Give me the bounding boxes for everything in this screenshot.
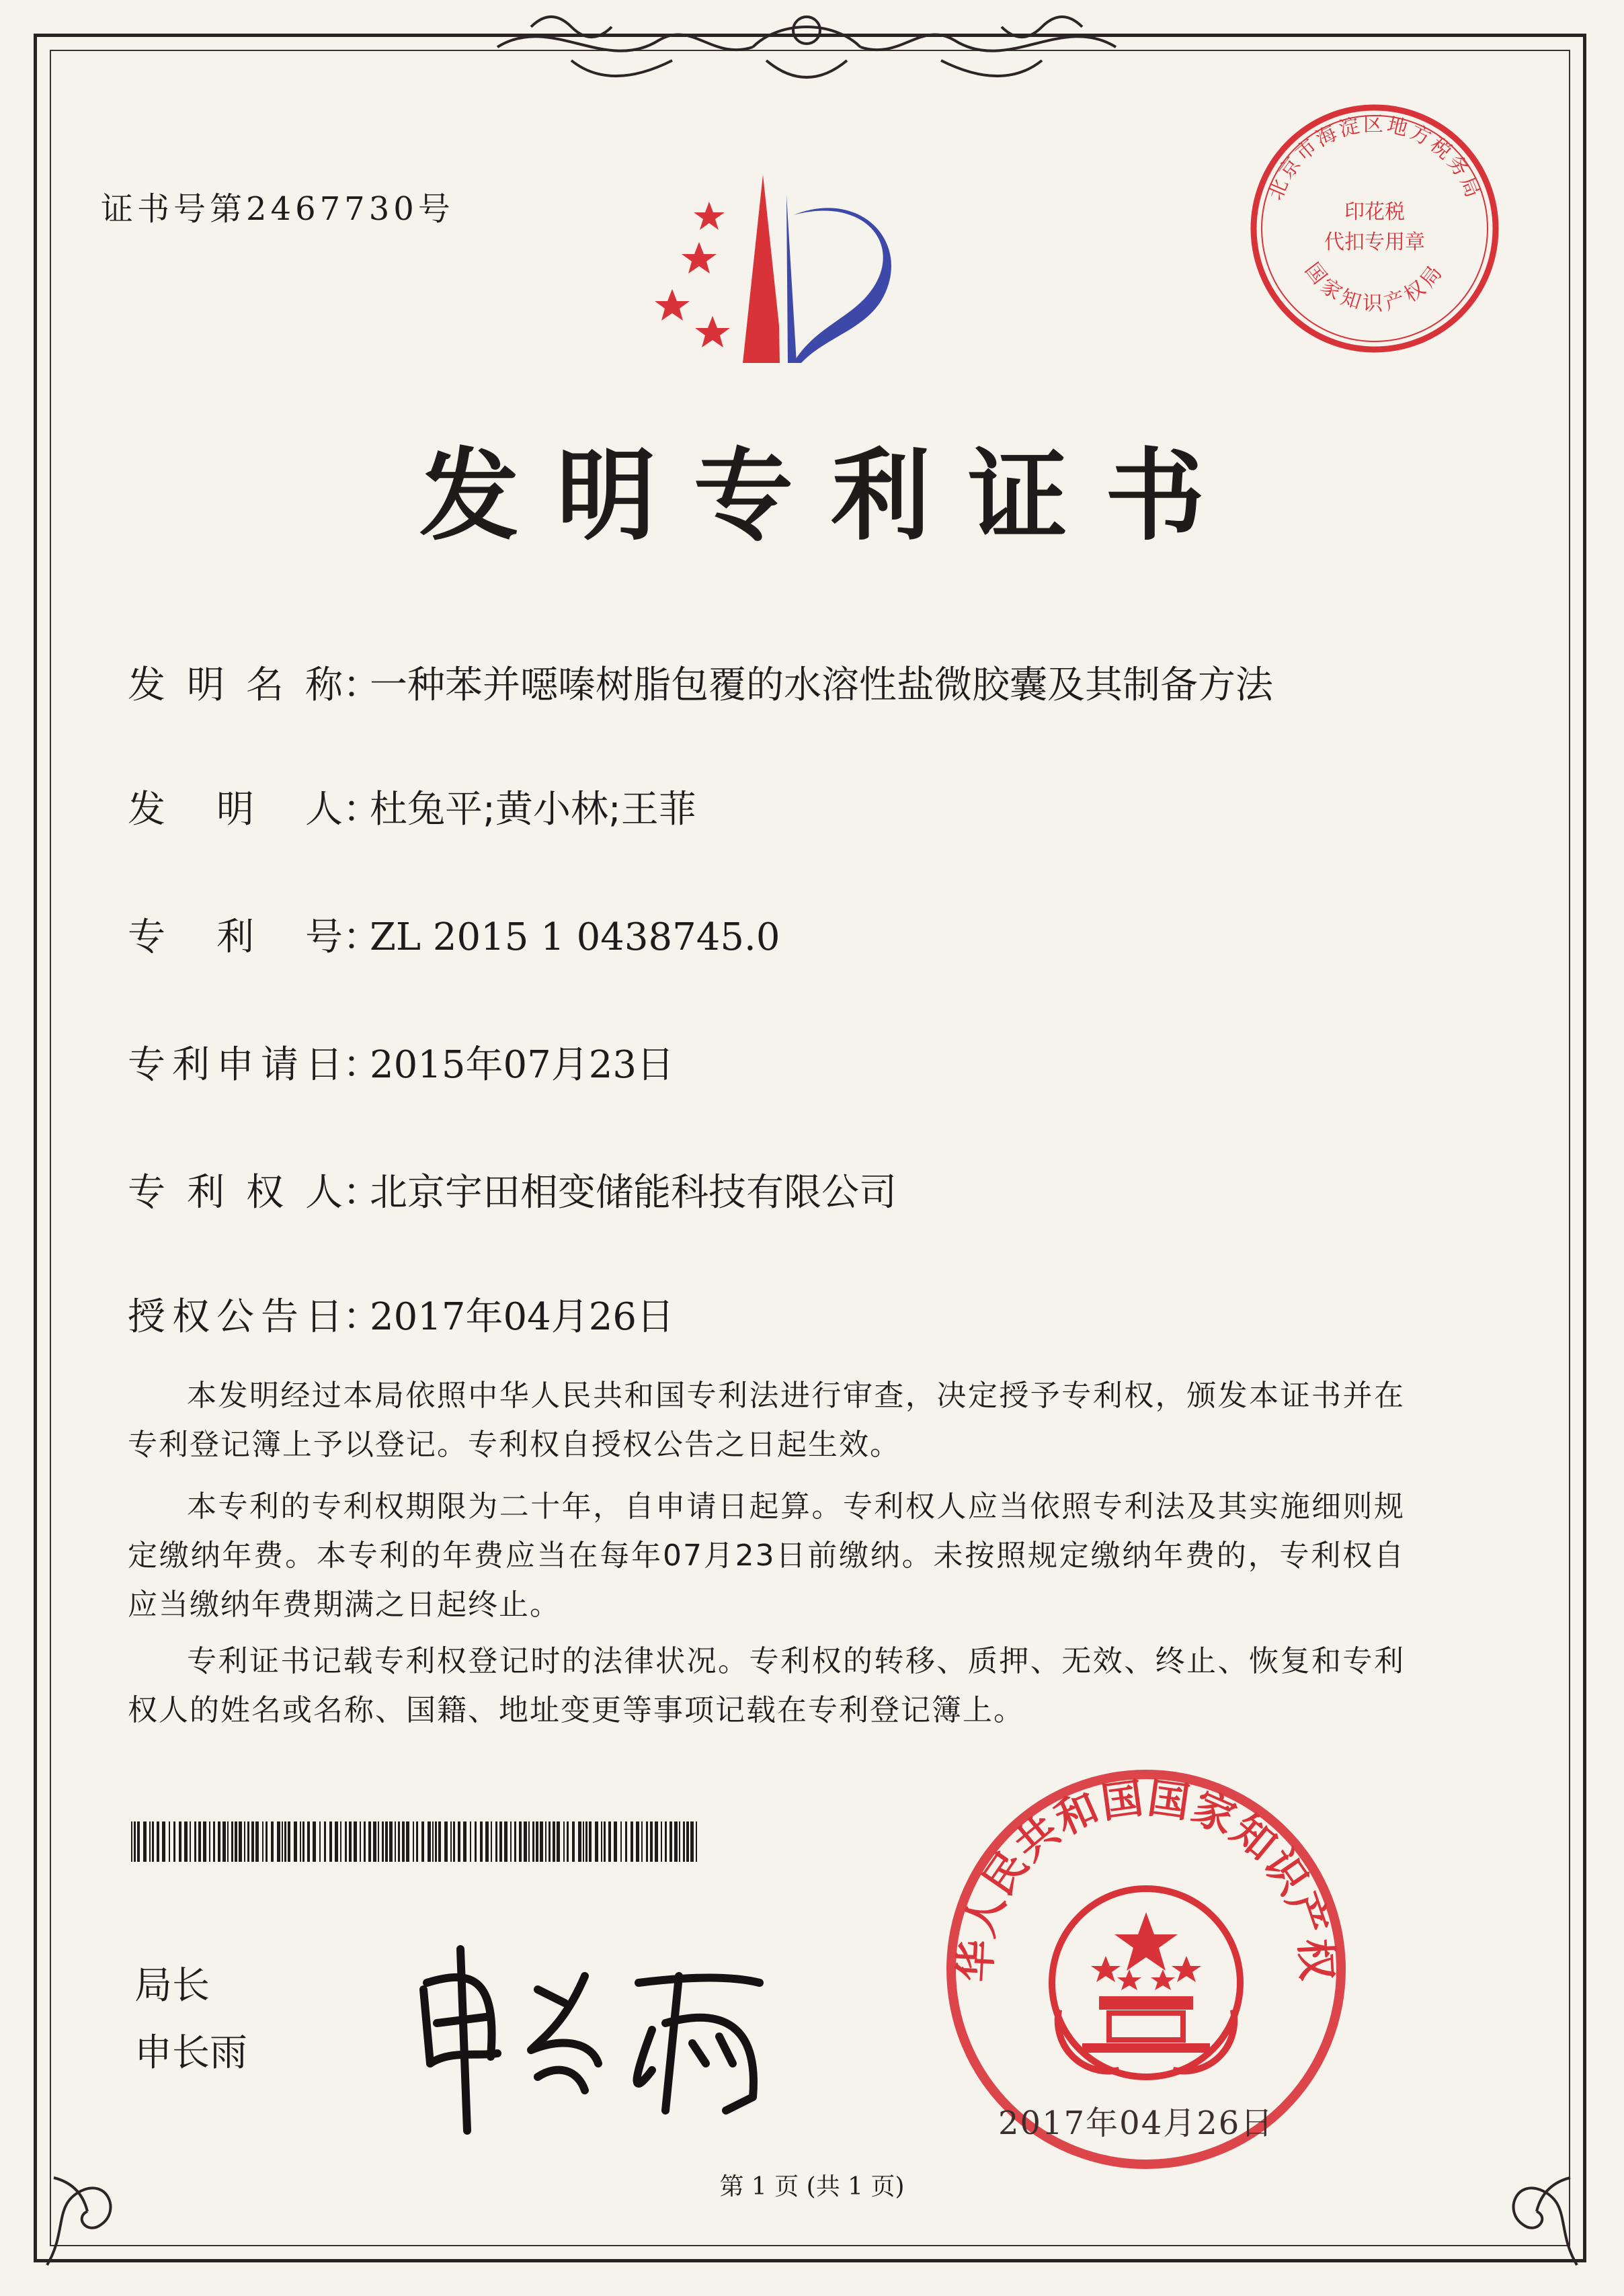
barcode-bar <box>589 1821 592 1862</box>
top-ornament <box>471 0 1143 101</box>
field-patentee: 专利权人：北京宇田相变储能科技有限公司 <box>128 1163 897 1217</box>
certificate-number: 证书号第2467730号 <box>101 190 454 228</box>
tax-seal-bottom-text: 国家知识产权局 <box>1300 258 1449 316</box>
barcode-bar <box>251 1821 254 1862</box>
barcode-bar <box>378 1821 379 1862</box>
paragraph-legal-status: 专利证书记载专利权登记时的法律状况。专利权的转移、质押、无效、终止、恢复和专利权人的姓名或名称、国籍、地址变更等事项记载在专利登记簿上。 <box>128 1644 1405 1727</box>
barcode-bar <box>239 1821 242 1862</box>
barcode-bar <box>231 1821 233 1862</box>
barcode-bar <box>213 1821 215 1862</box>
paragraph-grant: 本发明经过本局依照中华人民共和国专利法进行审查，决定授予专利权，颁发本证书并在专利登记簿上予以登记。专利权自授权公告之日起生效。 <box>128 1379 1405 1462</box>
barcode-bar <box>169 1821 170 1862</box>
barcode-bar <box>319 1821 321 1862</box>
barcode-bar <box>255 1821 259 1862</box>
barcode-bar <box>324 1821 326 1862</box>
barcode-bar <box>438 1821 441 1862</box>
barcode-bar <box>179 1821 181 1862</box>
barcode-bar <box>209 1821 210 1862</box>
barcode-bar <box>222 1821 226 1862</box>
barcode-bar <box>495 1821 497 1862</box>
tax-seal-outer-text: 北京市海淀区地方税务局 <box>1263 113 1486 204</box>
barcode-bar <box>349 1821 352 1862</box>
field-invention-name: 发明名称：一种苯并噁嗪树脂包覆的水溶性盐微胶囊及其制备方法 <box>128 655 1273 709</box>
barcode-bar <box>595 1821 598 1862</box>
certificate-title: 发明专利证书 <box>419 438 1242 554</box>
barcode-bar <box>262 1821 263 1862</box>
barcode-bar <box>428 1821 431 1862</box>
field-label: 发明人 <box>128 788 343 831</box>
barcode-bar <box>519 1821 522 1862</box>
barcode-bar <box>641 1821 643 1862</box>
barcode-bar <box>368 1821 371 1862</box>
barcode-bar <box>625 1821 627 1862</box>
barcode-bar <box>686 1821 689 1862</box>
cnipa-logo <box>645 168 914 390</box>
barcode-bar <box>567 1821 569 1862</box>
barcode-bar <box>631 1821 633 1862</box>
barcode-bar <box>152 1821 154 1862</box>
barcode-bar <box>432 1821 434 1862</box>
barcode-bar <box>203 1821 206 1862</box>
barcode-bar <box>646 1821 648 1862</box>
barcode-bar <box>557 1821 560 1862</box>
barcode-bar <box>402 1821 405 1862</box>
barcode-bar <box>406 1821 409 1862</box>
barcode-bar <box>480 1821 483 1862</box>
field-value: 2015年07月23日 <box>370 1043 675 1087</box>
barcode-bar <box>288 1821 290 1862</box>
barcode-bar <box>157 1821 159 1862</box>
director-title: 局长 <box>134 1964 210 2008</box>
field-value: 杜兔平;黄小林;王菲 <box>370 788 696 831</box>
barcode-bar <box>620 1821 622 1862</box>
barcode-bar <box>398 1821 400 1862</box>
barcode-bar <box>485 1821 489 1862</box>
barcode-bar <box>162 1821 165 1862</box>
barcode-bar <box>655 1821 658 1862</box>
barcode-bar <box>601 1821 602 1862</box>
barcode-bar <box>421 1821 424 1862</box>
barcode-bar <box>277 1821 280 1862</box>
barcode-bar <box>585 1821 587 1862</box>
barcode-bar <box>340 1821 341 1862</box>
barcode-bar <box>683 1821 685 1862</box>
barcode-bar <box>499 1821 502 1862</box>
barcode-bar <box>540 1821 543 1862</box>
barcode-bar <box>435 1821 437 1862</box>
barcode-bar <box>294 1821 297 1862</box>
field-inventors: 发明人：杜兔平;黄小林;王菲 <box>128 780 696 833</box>
barcode-bar <box>382 1821 384 1862</box>
barcode-bar <box>173 1821 175 1862</box>
barcode-bar <box>284 1821 286 1862</box>
barcode-bar <box>665 1821 667 1862</box>
barcode-bar <box>302 1821 304 1862</box>
barcode-bar <box>524 1821 527 1862</box>
barcode-bar <box>198 1821 201 1862</box>
barcode-bar <box>218 1821 220 1862</box>
svg-text:北京市海淀区地方税务局 <box>1264 113 1486 204</box>
barcode-bar <box>549 1821 551 1862</box>
barcode-bar <box>578 1821 581 1862</box>
field-value: 北京宇田相变储能科技有限公司 <box>370 1171 897 1215</box>
barcode-bar <box>247 1821 249 1862</box>
barcode-bar <box>536 1821 538 1862</box>
field-label: 专利申请日 <box>128 1043 343 1087</box>
tax-stamp-seal <box>1247 101 1502 356</box>
field-patent-number: 专利号：ZL 2015 1 0438745.0 <box>128 907 780 961</box>
field-label: 发明名称 <box>128 663 343 707</box>
barcode-bar <box>329 1821 332 1862</box>
svg-text:国家知识产权局 <box>1300 259 1449 316</box>
field-label: 授权公告日 <box>128 1295 343 1339</box>
barcode-bar <box>608 1821 611 1862</box>
barcode-bar <box>463 1821 466 1862</box>
barcode <box>131 1821 702 1862</box>
barcode-bar <box>583 1821 584 1862</box>
barcode-bar <box>669 1821 672 1862</box>
barcode-bar <box>696 1821 697 1862</box>
barcode-bar <box>335 1821 338 1862</box>
barcode-bar <box>528 1821 530 1862</box>
barcode-bar <box>184 1821 188 1862</box>
barcode-bar <box>444 1821 448 1862</box>
barcode-bar <box>504 1821 508 1862</box>
barcode-bar <box>545 1821 546 1862</box>
page-number: 第 1 页 (共 1 页) <box>719 2173 905 2201</box>
director-signature <box>410 1936 813 2137</box>
seal-date: 2017年04月26日 <box>998 2104 1274 2142</box>
barcode-bar <box>510 1821 512 1862</box>
barcode-bar <box>345 1821 347 1862</box>
field-application-date: 专利申请日：2015年07月23日 <box>128 1035 674 1089</box>
barcode-bar <box>149 1821 151 1862</box>
field-value: ZL 2015 1 0438745.0 <box>370 915 780 959</box>
barcode-bar <box>194 1821 196 1862</box>
barcode-bar <box>563 1821 565 1862</box>
barcode-bar <box>373 1821 376 1862</box>
barcode-bar <box>235 1821 237 1862</box>
barcode-bar <box>271 1821 274 1862</box>
tax-seal-center-line2: 代扣专用章 <box>1324 231 1425 254</box>
barcode-bar <box>385 1821 388 1862</box>
field-label: 专利号 <box>128 915 343 959</box>
barcode-bar <box>553 1821 555 1862</box>
barcode-bar <box>354 1821 357 1862</box>
barcode-bar <box>614 1821 617 1862</box>
barcode-bar <box>360 1821 361 1862</box>
barcode-bar <box>690 1821 694 1862</box>
barcode-bar <box>137 1821 140 1862</box>
barcode-bar <box>650 1821 653 1862</box>
barcode-bar <box>674 1821 678 1862</box>
director-name: 申长雨 <box>134 2031 247 2075</box>
barcode-bar <box>190 1821 191 1862</box>
barcode-bar <box>244 1821 245 1862</box>
barcode-bar <box>636 1821 639 1862</box>
barcode-bar <box>389 1821 393 1862</box>
barcode-bar <box>532 1821 534 1862</box>
barcode-bar <box>458 1821 460 1862</box>
barcode-bar <box>300 1821 301 1862</box>
barcode-bar <box>143 1821 147 1862</box>
field-label: 专利权人 <box>128 1171 343 1215</box>
barcode-bar <box>491 1821 492 1862</box>
barcode-bar <box>395 1821 396 1862</box>
barcode-bar <box>364 1821 366 1862</box>
field-grant-date: 授权公告日：2017年04月26日 <box>128 1287 674 1341</box>
field-value: 2017年04月26日 <box>370 1295 675 1339</box>
barcode-bar <box>227 1821 229 1862</box>
paragraph-term: 本专利的专利权期限为二十年，自申请日起算。专利权人应当依照专利法及其实施细则规定缴纳年费。本专利的年费应当在每年07月23日前缴纳。未按照规定缴纳年费的，专利权自应当缴纳年费期满之日起终止。 <box>128 1489 1405 1622</box>
barcode-bar <box>453 1821 455 1862</box>
barcode-bar <box>475 1821 477 1862</box>
barcode-bar <box>470 1821 471 1862</box>
barcode-bar <box>679 1821 680 1862</box>
barcode-bar <box>416 1821 418 1862</box>
barcode-bar <box>134 1821 136 1862</box>
barcode-bar <box>313 1821 316 1862</box>
seal-arc-text: 华人民共和国国家知识产权 <box>950 1772 1342 1983</box>
barcode-bar <box>413 1821 414 1862</box>
barcode-bar <box>514 1821 516 1862</box>
tax-seal-center-line1: 印花税 <box>1344 200 1405 224</box>
barcode-bar <box>266 1821 268 1862</box>
barcode-bar <box>131 1821 132 1862</box>
barcode-bar <box>572 1821 575 1862</box>
barcode-bar <box>661 1821 662 1862</box>
barcode-bar <box>604 1821 606 1862</box>
field-value: 一种苯并噁嗪树脂包覆的水溶性盐微胶囊及其制备方法 <box>370 663 1273 707</box>
barcode-bar <box>307 1821 310 1862</box>
barcode-bar <box>282 1821 283 1862</box>
barcode-bar <box>450 1821 452 1862</box>
